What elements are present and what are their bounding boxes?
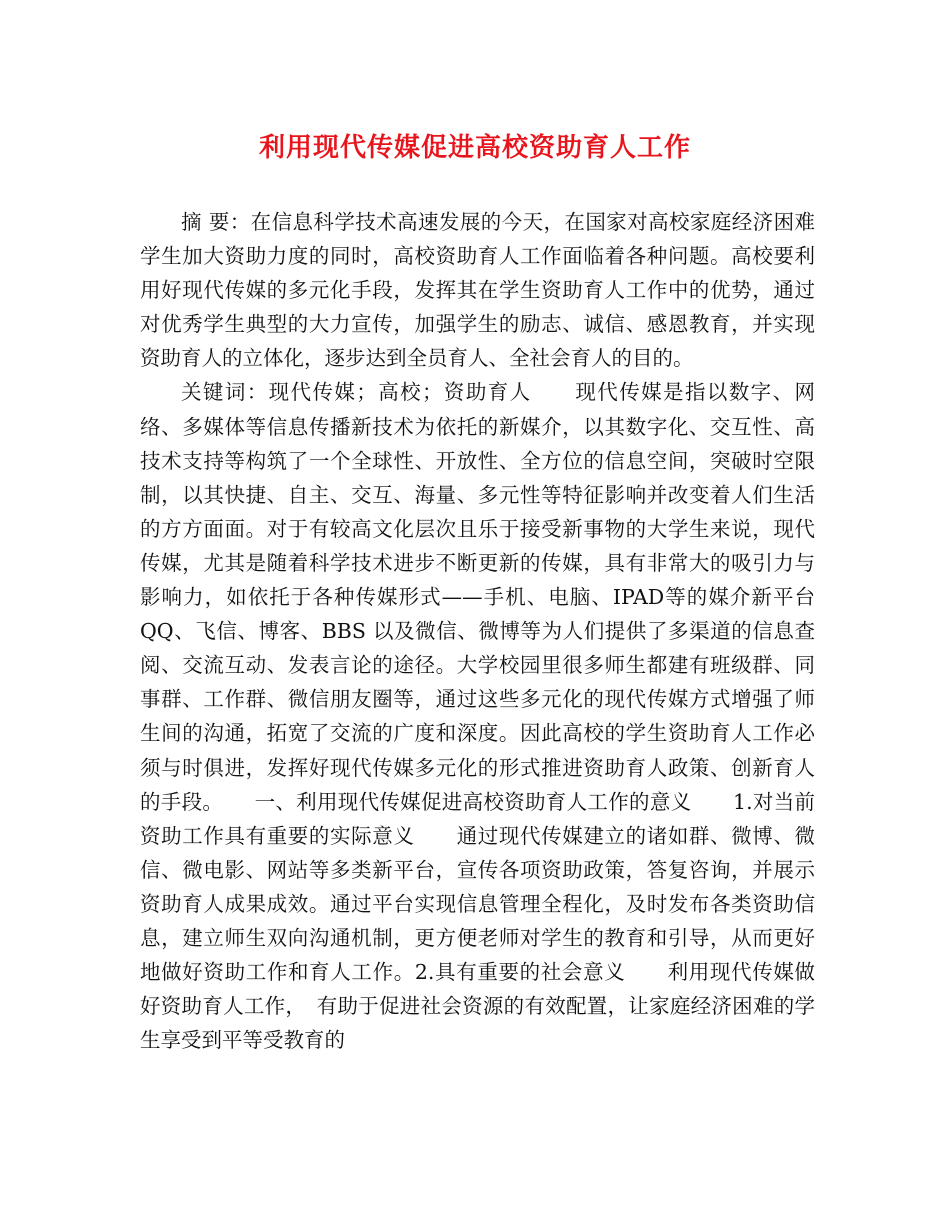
document-title: 利用现代传媒促进高校资助育人工作 [258,133,691,163]
body-paragraph: 关键词：现代传媒；高校；资助育人 现代传媒是指以数字、网络、多媒体等信息传播新技术为依托的新媒介，以其数字化、交互性、高技术支持等构筑了一个全球性、开放性、全方位的信息空间，突破时空限制，以其快捷、自主、交互、海量、多元性等特征影响并改变着人们生活的方方面面。对于有较高文化层次且乐于接受新事物的大学生来说，现代传媒，尤其是随着科学技术进步不断更新的传媒，具有非常大的吸引力与影响力，如依托于各种传媒形式——手机、电脑、IPAD等的媒介新平台QQ、飞信、博客、BBS 以及微信、微博等为人们提供了多渠道的信息查阅、交流互动、发表言论的途径。大学校园里很多师生都建有班级群、同事群、工作群、微信朋友圈等，通过这些多元化的现代传媒方式增强了师生间的沟通，拓宽了交流的广度和深度。因此高校的学生资助育人工作必须与时俱进，发挥好现代传媒多元化的形式推进资助育人政策、创新育人的手段。 一、利用现代传媒促进高校资助育人工作的意义 1.对当前资助工作具有重要的实际意义 通过现代传媒建立的诸如群、微博、微信、微电影、网站等多类新平台，宣传各项资助政策，答复咨询，并展示资助育人成果成效。通过平台实现信息管理全程化，及时发布各类资助信息，建立师生双向沟通机制，更方便老师对学生的教育和引导，从而更好地做好资助工作和育人工作。2.具有重要的社会意义 利用现代传媒做好资助育人工作， 有助于促进社会资源的有效配置，让家庭经济困难的学生享受到平等受教育的 [140,380,815,1053]
document-body [140,205,815,1057]
abstract-paragraph: 摘 要：在信息科学技术高速发展的今天，在国家对高校家庭经济困难学生加大资助力度的同时，高校资助育人工作面临着各种问题。高校要利用好现代传媒的多元化手段，发挥其在学生资助育人工作中的优势，通过对优秀学生典型的大力宣传，加强学生的励志、诚信、感恩教育，并实现资助育人的立体化，逐步达到全员育人、全社会育人的目的。 [140,210,815,371]
